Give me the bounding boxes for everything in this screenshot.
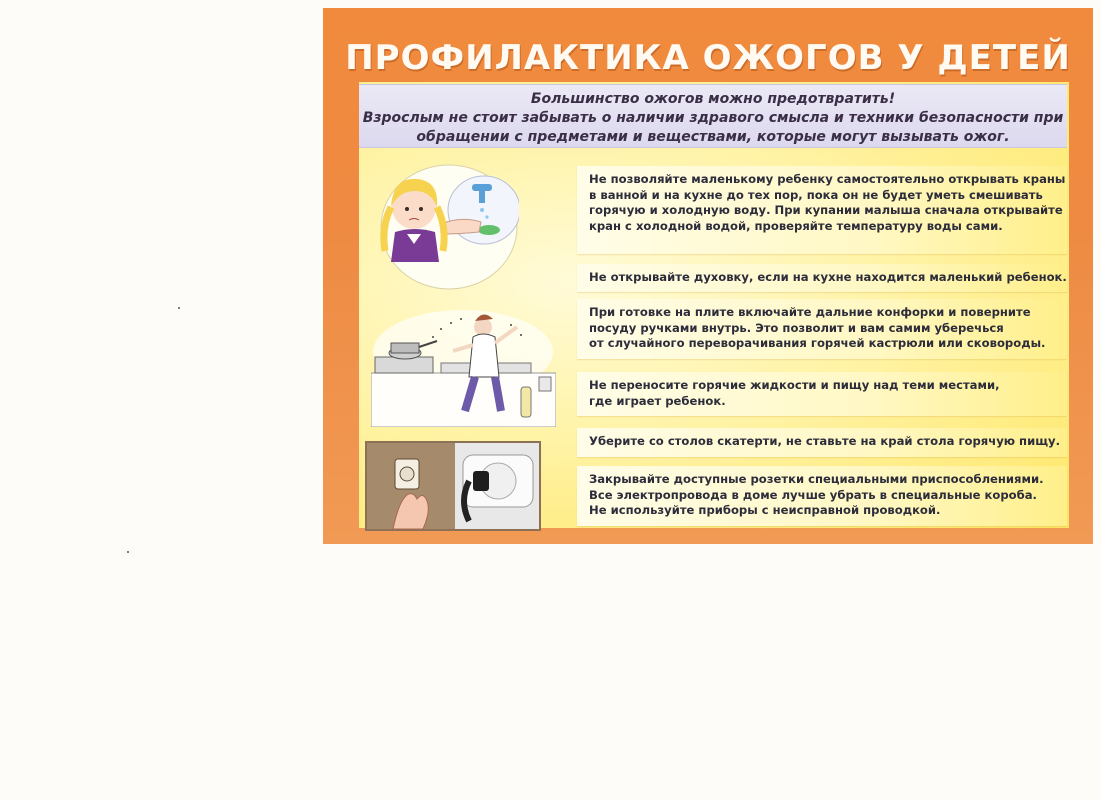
tip-line: Все электропровода в доме лучше убрать в специальные короба.: [589, 487, 1037, 502]
tip-line: в ванной и на кухне до тех пор, пока он не будет уметь смешивать: [589, 187, 1043, 202]
scan-speck: [178, 307, 180, 309]
intro-line: Взрослым не стоит забывать о наличии здравого смысла и техники безопасности при: [362, 110, 1064, 126]
intro-line: Большинство ожогов можно предотвратить!: [530, 91, 896, 107]
tip-tablecloths: [577, 428, 1067, 457]
poster: [323, 8, 1093, 544]
tip-line: Уберите со столов скатерти, не ставьте на край стола горячую пищу.: [589, 434, 1060, 448]
intro-box: [359, 84, 1067, 148]
electrical-outlet-illustration: [365, 441, 541, 531]
tip-line: Не используйте приборы с неисправной проводкой.: [589, 503, 941, 518]
scan-speck: [127, 551, 129, 553]
tip-faucets: [577, 166, 1067, 254]
tip-line: Не позволяйте маленькому ребенку самостоятельно открывать краны: [589, 172, 1066, 186]
intro-line: обращении с предметами и веществами, которые могут вызывать ожог.: [416, 129, 1010, 145]
tip-line: Не открывайте духовку, если на кухне находится маленький ребенок.: [589, 270, 1067, 284]
poster-title: ПРОФИЛАКТИКА ОЖОГОВ У ДЕТЕЙ: [345, 38, 1071, 78]
tip-line: Не переносите горячие жидкости и пищу над теми местами,: [589, 378, 1000, 392]
tip-outlets: [577, 466, 1067, 526]
girl-faucet-illustration: [369, 162, 519, 292]
kitchen-stove-illustration: [371, 307, 556, 427]
tip-line: где играет ребенок.: [589, 393, 726, 408]
poster-panel: [359, 82, 1069, 528]
tip-oven: [577, 264, 1067, 292]
tip-line: кран с холодной водой, проверяйте температуру воды сами.: [589, 218, 1003, 233]
tip-hot-liquids: [577, 372, 1067, 416]
tip-line: горячую и холодную воду. При купании малыша сначала открывайте: [589, 203, 1063, 218]
tip-line: Закрывайте доступные розетки специальными приспособлениями.: [589, 472, 1044, 486]
tip-stove: [577, 299, 1067, 359]
tip-line: посуду ручками внутрь. Это позволит и вам самим уберечься: [589, 320, 1004, 335]
tip-line: При готовке на плите включайте дальние конфорки и поверните: [589, 305, 1031, 319]
tip-line: от случайного переворачивания горячей кастрюли или сковороды.: [589, 336, 1046, 351]
